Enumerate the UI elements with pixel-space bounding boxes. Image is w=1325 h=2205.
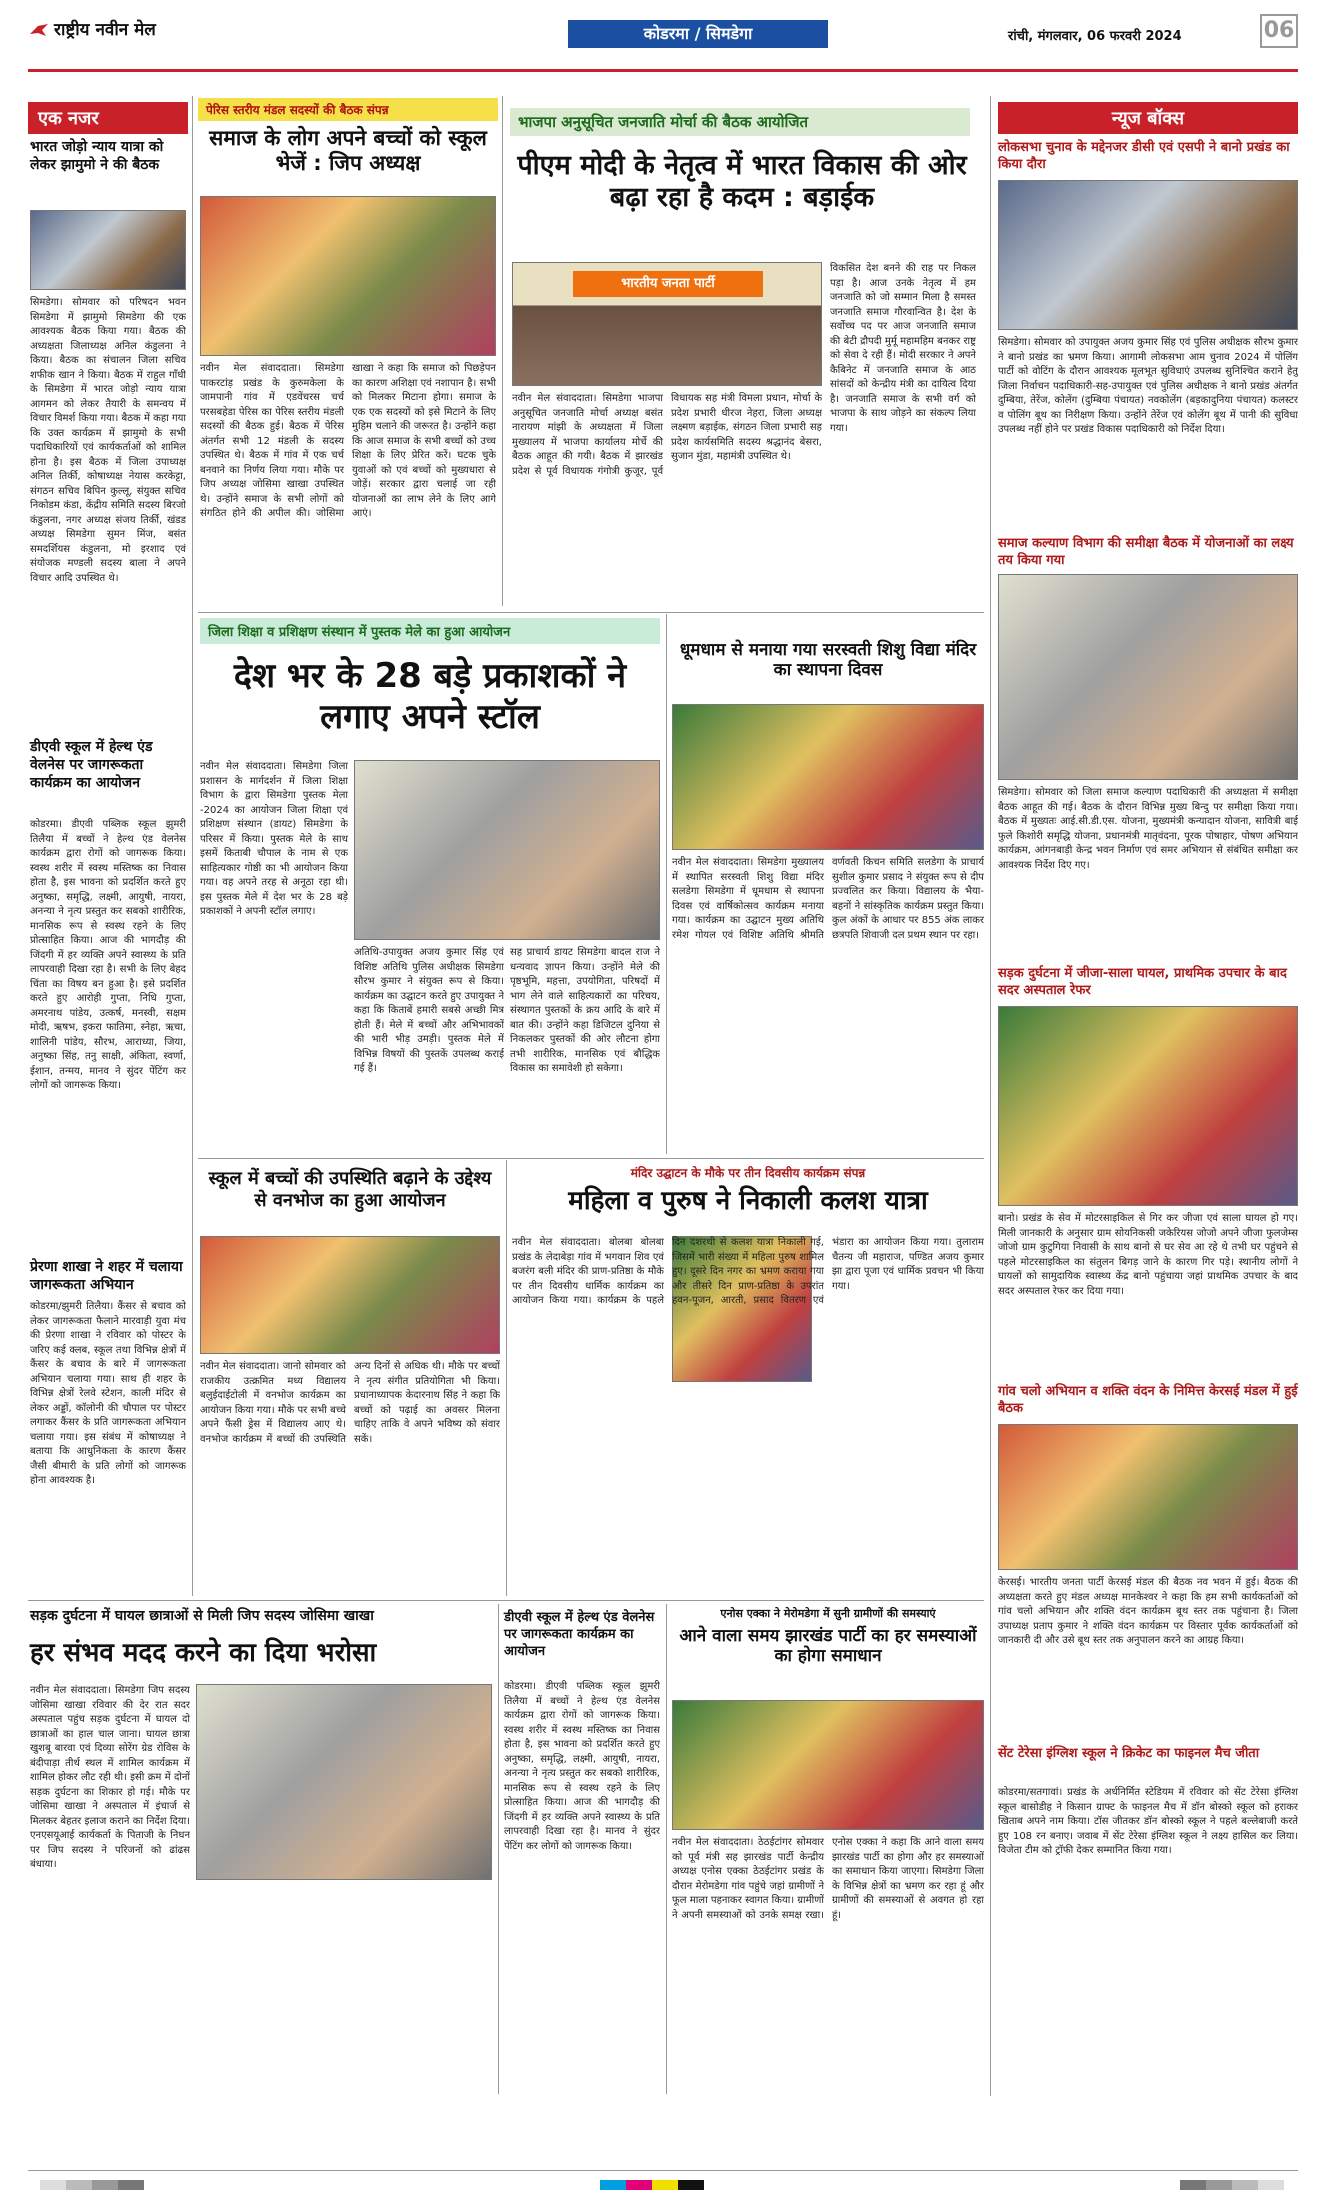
news-box-story2-photo (998, 574, 1298, 780)
news-box-story4-photo (998, 1424, 1298, 1570)
book-fair-text1: नवीन मेल संवाददाता। सिमडेगा जिला प्रशासन के मार्गदर्शन में जिला शिक्षा विभाग के द्वारा सिमडेगा पुस्तक मेला -2024 का आयोजन जिला शिक्षा एवं प्रशिक्षण संस्थान (डायट) सिमडेगा के परिसर में किया। पुस्तक मेले के साथ इसमें किताबी चौपाल के नाम से एक साहित्यकार गोष्ठी का भी आयोजन किया गया। वह अपने तरह से अनूठा रहा थी। इस पुस्तक मेले में देश भर के 28 बड़े प्रकाशकों ने अपनी स्टॉल लगाए। (200, 761, 348, 917)
vanbhoj-text: नवीन मेल संवाददाता। जानो सोमवार को राजकीय उत्क्रमित मध्य विद्यालय बलुईदाईटोली में वनभोज कार्यक्रम का आयोजन किया गया। मौके पर सभी बच्चे अपने फैंसी ड्रेस में विद्यालय आए थे। वनभोज कार्यक्रम में बच्चों की उपस्थिति अन्य दिनों से अधिक थी। मौके पर बच्चों ने नृत्य संगीत प्रतियोगिता भी किया। प्रधानाध्यापक केदारनाथ सिंह ने कहा कि बच्चों को पढ़ाई का अवसर मिलना चाहिए ताकि वे अपने भविष्य को संवार सकें। (200, 1361, 500, 1445)
masthead (28, 14, 1298, 72)
left-story1-text: सिमडेगा। सोमवार को परिषदन भवन सिमडेगा में झामुमो सिमडेगा की एक आवश्यक बैठक किया गया। बैठक की अध्यक्षता जिलाध्यक्ष अनिल कंडुलना ने किया। बैठक का संचालन जिला सचिव शफीक खान ने किया। बैठक में राहुल गाँधी के सिमडेगा में भारत जोड़ो न्याय यात्रा आगमन को लेकर तैयारी के समन्वय में विचार विमर्श किया गया। बैठक में कहा गया कि उक्त कार्यक्रम में झामुमो के सभी पदाधिकारियों एवं कार्यकर्ताओं को शामिल होना है। इस बैठक में जिला उपाध्यक्ष अनिल तिर्की, कोषाध्यक्ष नेयास करकेट्टा, संगठन सचिव बिपिन कुल्लू, संयुक्त सचिव निकोडम कंडा, केंद्रीय समिति सदस्य बिरजो कंडुलना, नगर अध्यक्ष संजय तिर्की, खंडड अध्यक्ष सिमडेगा सुमन मिंज, बसंत समदर्शियस कंडुलना, मो इरशाद एवं संयोजक मण्डली सदस्य बाला ने अपने विचार आदि उपस्थित थे। (30, 297, 186, 584)
dav2-text: कोडरमा। डीएवी पब्लिक स्कूल झुमरी तिलैया में बच्चों ने हेल्थ एंड वेलनेस कार्यक्रम द्वारा रोगों को जागरूक किया। स्वस्थ शरीर में स्वस्थ मस्तिष्क का निवास होता है, इस भावना को प्रदर्शित करते हुए अनुष्का, समृद्धि, लक्ष्मी, आयुषी, नायरा, अनन्या ने नृत्य प्रस्तुत कर सबको शारीरिक, मानसिक रूप से स्वस्थ रहने के लिए प्रोत्साहित किया। आज की भागदौड़ की जिंदगी में हर व्यक्ति अपने स्वास्थ्य के प्रति लापरवाही दिखा रहा है। मानव ने सुंदर पेंटिंग कर लोगों को जागरूक किया। (504, 1681, 660, 1852)
left-story3-title: प्रेरणा शाखा ने शहर में चलाया जागरूकता अभियान (30, 1259, 183, 1294)
news-box-story3-title: सड़क दुर्घटना में जीजा-साला घायल, प्राथमिक उपचार के बाद सदर अस्पताल रेफर (998, 966, 1287, 998)
print-color-bar-center (600, 2180, 704, 2190)
kalash-text: नवीन मेल संवाददाता। बोलबा बोलबा प्रखंड के लेदाबेड़ा गांव में भगवान शिव एवं बजरंग बली मंदिर की प्राण-प्रतिष्ठा के मौके पर तीन दिवसीय धार्मिक कार्यक्रम का आयोजन किया गया। कार्यक्रम के पहले दिन दशरथी से कलश यात्रा निकाली गई, जिसमें भारी संख्या में महिला पुरुष शामिल हुए। दूसरे दिन नगर का भ्रमण कराया गया और तीसरे दिन प्राण-प्रतिष्ठा के उपरांत हवन-पूजन, आरती, प्रसाद वितरण एवं भंडारा का आयोजन किया गया। तुलाराम चैतन्य जी महाराज, पण्डित अजय कुमार झा द्वारा पूजा एवं धार्मिक प्रवचन भी किया गया। (512, 1237, 984, 1306)
color-swatch-yellow (652, 2180, 678, 2190)
news-box-story1-photo (998, 180, 1298, 330)
color-swatch (92, 2180, 118, 2190)
left-story1-photo (30, 210, 186, 290)
print-color-bar-right (1180, 2180, 1284, 2190)
color-swatch-cyan (600, 2180, 626, 2190)
news-box-story4-text: केरसई। भारतीय जनता पार्टी केरसई मंडल की बैठक नव भवन में हुई। बैठक की अध्यक्षता करते हुए मंडल अध्यक्ष मानकेश्वर ने कहा कि हम सभी कार्यकर्ताओं को गांव चलो अभियान और शक्ति वंदन कार्यक्रम बूथ स्तर तक पहुंचाना है। जिला उपाध्यक्ष प्रताप कुमार ने शक्ति वंदन कार्यक्रम पर विस्तार पूर्वक कार्यकर्ताओं को जानकारी दी और उसे बूथ स्तर तक अनुपालन करने का आग्रह किया। (998, 1577, 1298, 1646)
color-swatch (40, 2180, 66, 2190)
dav2-title: डीएवी स्कूल में हेल्थ एंड वेलनेस पर जागरूकता कार्यक्रम का आयोजन (504, 1610, 655, 1659)
top-center-text1: नवीन मेल संवाददाता। सिमडेगा भाजपा अनुसूचित जनजाति मोर्चा अध्यक्ष बसंत नारायण मांझी के अध्यक्षता में जिला मुख्यालय में भाजपा कार्यालय मोर्चे की बैठक आहूत की गयी। बैठक में झारखंड प्रदेश से पूर्व विधायक गंगोत्री कुजूर, पूर्व विधायक सह मंत्री विमला प्रधान, मोर्चा के प्रदेश प्रभारी धीरज नेहरा, जिला अध्यक्ष लक्ष्मण बड़ाईक, संगठन जिला प्रभारी सह प्रदेश कार्यसमिति सदस्य श्रद्धानंद बेसरा, सुजान मुंडा, महामंत्री उपस्थित थे। (512, 393, 822, 477)
kalash-kicker: मंदिर उद्घाटन के मौके पर तीन दिवसीय कार्यक्रम संपन्न (630, 1166, 866, 1180)
vanbhoj-photo (200, 1236, 500, 1354)
color-swatch (66, 2180, 92, 2190)
news-box-story5-text: कोडरमा/सतगावां। प्रखंड के अर्धनिर्मित स्टेडियम में रविवार को सेंट टेरेसा इंग्लिश स्कूल बासोडीह ने किसान ग्राफ्ट के फाइनल मैच में डॉन बोस्को स्कूल को हराकर खिताब अपने नाम किया। टॉस जीतकर डॉन बोस्को स्कूल ने पहले बल्लेबाजी करते हुए 108 रन बनाए। जवाब में सेंट टेरेसा इंग्लिश स्कूल ने लक्ष्य हासिल कर लिया। विजेता टीम को ट्रॉफी देकर सम्मानित किया गया। (998, 1787, 1298, 1856)
top-mid-text: नवीन मेल संवाददाता। सिमडेगा पाकरटांड़ प्रखंड के कुरुमकेला के जामपानी गांव में एडवेंचरस चर्च परसबहेडा पेरिस का पेरिस स्तरीय मंडली सदस्यों की बैठक हुई। बैठक में पेरिस अंतर्गत सभी 12 मंडली के सदस्य उपस्थित थे। बैठक में गांव में एक चर्च बनवाने का निर्णय लिया गया। मौके पर जिप अध्यक्ष जोसिमा खाखा उपस्थित थे। उन्होंने समाज के सभी लोगों को संगठित होने की अपील की। जोसिमा खाखा ने कहा कि समाज को पिछड़ेपन का कारण अशिक्षा एवं नशापान है। सभी को मिलकर मिटाना होगा। समाज के एक एक सदस्यों को इसे मिटाने के लिए मुहिम चलाने की जरूरत है। उन्होंने कहा कि आज समाज के सभी बच्चों को उच्च शिक्षा के लिए प्रेरित करें। घटक चुके युवाओं को एवं बच्चों को मुख्यधारा से जोड़ें। सरकार द्वारा चलाई जा रही योजनाओं का लाभ लेने के लिए आगे आएं। (200, 363, 496, 519)
left-story2-title: डीएवी स्कूल में हेल्थ एंड वेलनेस पर जागरूकता कार्यक्रम का आयोजन (30, 739, 153, 792)
bjp-banner: भारतीय जनता पार्टी (573, 271, 763, 297)
top-center-text2: विकसित देश बनने की राह पर निकल पड़ा है। आज उनके नेतृत्व में हम जनजाति को जो सम्मान मिला है समस्त जनजाति समाज गौरवान्वित है। देश के सर्वोच्च पद पर आज जनजाति समाज की बेटी द्रौपदी मुर्मू महामहिम बनकर राष्ट्र को सेवा दे रही हैं। मोदी सरकार ने अपने कैबिनेट में जनजाति समाज के आठ सांसदों को केन्द्रीय मंत्री का दायित्व दिया है। जनजाति समाज के सभी वर्ग को भाजपा के साथ जोड़ने का संकल्प लिया गया। (830, 263, 976, 434)
top-mid-title: समाज के लोग अपने बच्चों को स्कूल भेजें : जिप अध्यक्ष (209, 126, 487, 176)
section-title: कोडरमा / सिमडेगा (568, 20, 828, 48)
news-box-story1-text: सिमडेगा। सोमवार को उपायुक्त अजय कुमार सिंह एवं पुलिस अधीक्षक सौरभ कुमार ने बानो प्रखंड का भ्रमण किया। आगामी लोकसभा आम चुनाव 2024 में पोलिंग पार्टी को वोटिंग के दौरान आवश्यक मूलभूत सुविधाएं उपलब्ध सुनिश्चित कराने हेतु जिला निर्वाचन पदाधिकारी-सह-उपायुक्त एवं पुलिस अधीक्षक ने बानो प्रखंड अंतर्गत दुम्बिया, तेरेंज, कोलेंग (दुम्बिया पंचायत) नवकोलेंग (बड़कादुनिया पंचायत) कलस्टर व पोलिंग बूथ का निरीक्षण किया। उन्होंने तेरेंज एवं कोलेंग बूथ में पानी की सुविधा उपलब्ध नहीं होने पर प्रखंड विकास पदाधिकारी को निर्देश दिया। (998, 337, 1298, 435)
print-color-bar-left (40, 2180, 144, 2190)
saraswati-title: धूमधाम से मनाया गया सरस्वती शिशु विद्या मंदिर का स्थापना दिवस (679, 640, 977, 681)
top-center-kicker: भाजपा अनुसूचित जनजाति मोर्चा की बैठक आयोजित (510, 108, 970, 136)
top-mid-photo (200, 196, 496, 356)
news-box-story3-photo (998, 1006, 1298, 1206)
accident-kicker: सड़क दुर्घटना में घायल छात्राओं से मिली जिप सदस्य जोसिमा खाखा (30, 1608, 374, 1624)
top-mid-kicker: पेरिस स्तरीय मंडल सदस्यों की बैठक संपन्न (198, 98, 498, 121)
page-number: 06 (1260, 14, 1298, 48)
news-box-story2-text: सिमडेगा। सोमवार को जिला समाज कल्याण पदाधिकारी की अध्यक्षता में समीक्षा बैठक आहूत की गई। बैठक के दौरान विभिन्न मुख्य बिन्दु पर समीक्षा किया गया। बैठक में मुख्यतः आई.सी.डी.एस. योजना, मुख्यमंत्री कन्यादान योजना, सावित्री बाई फुले किशोरी समृद्धि योजना, प्रधानमंत्री मातृवंदना, पूरक पोषाहार, पोषण अभियान कार्यक्रम, आंगनबाड़ी केन्द्र भवन निर्माण एवं समर अभियान से संबंधित समीक्षा कर आवश्यक निर्देश दिए गए। (998, 787, 1298, 871)
footer-rule (28, 2170, 1298, 2171)
left-story3-text: कोडरमा/झुमरी तिलैया। कैंसर से बचाव को लेकर जागरूकता फैलाने मारवाड़ी युवा मंच की प्रेरणा शाखा ने रविवार को पोस्टर के जरिए कई क्लब, स्कूल तथा विभिन्न क्षेत्रों में कैंसर के बचाव के बारे में जागरूकता अभियान चलाया गया। साथ ही शहर के विभिन्न क्षेत्रों रेलवे स्टेशन, काली मंदिर से लेकर अड्डों, कॉलोनी की चौपाल पर पोस्टर लगाकर कैंसर के प्रति जागरूकता अभियान चलाया गया। इस संबंध में कोषाध्यक्ष ने बताया कि आधुनिकता के कारण कैंसर जैसी बीमारी के प्रति लोगों को जागरूक होना आवश्यक है। (30, 1301, 186, 1486)
book-fair-text2: अतिथि-उपायुक्त अजय कुमार सिंह एवं विशिष्ट अतिथि पुलिस अधीक्षक सिमडेगा सौरभ कुमार ने संयुक्त रूप से किया। कार्यक्रम का उद्घाटन करते हुए उपायुक्त ने कहा कि किताबें हमारी सबसे अच्छी मित्र होती हैं। मेले में बच्चों और अभिभावकों की भारी भीड़ उमड़ी। पुस्तक मेले में विभिन्न विषयों की पुस्तकें उपलब्ध कराई गई हैं। (354, 947, 504, 1074)
logo-bird-icon (28, 20, 50, 42)
news-box-story2-title: समाज कल्याण विभाग की समीक्षा बैठक में योजनाओं का लक्ष्य तय किया गया (998, 536, 1294, 568)
color-swatch (1232, 2180, 1258, 2190)
color-swatch (118, 2180, 144, 2190)
col-divider (192, 96, 193, 1596)
left-story1-title: भारत जोड़ो न्याय यात्रा को लेकर झामुमो ने की बैठक (30, 139, 164, 174)
color-swatch (1206, 2180, 1232, 2190)
accident-text: नवीन मेल संवाददाता। सिमडेगा जिप सदस्य जोसिमा खाखा रविवार की देर रात सदर अस्पताल पहुंच सड़क दुर्घटना में घायल दो छात्राओं का हाल चाल जाना। घायल छात्रा खुशबू बारवा एवं दिव्या सोरेंग ग्रेड रोविस के बंदीपाड़ा तीर्थ स्थल में शामिल कार्यक्रम में शामिल होकर लौट रही थी। इसी क्रम में दोनों सड़क दुर्घटना का शिकार हो गई। मौके पर जोसिमा खाखा ने अस्पताल में इंचार्ज से मिलकर बेहतर इलाज कराने का निर्देश दिया। एनएसयूआई कार्यकर्ता के पिताजी के निधन पर जिप सदस्य ने परिजनों को ढांढस बंधाया। (30, 1685, 190, 1870)
paper-name: राष्ट्रीय नवीन मेल (54, 20, 156, 40)
accident-title: हर संभव मदद करने का दिया भरोसा (30, 1638, 377, 1668)
saraswati-text: नवीन मेल संवाददाता। सिमडेगा मुख्यालय में स्थापित सरस्वती शिशु विद्या मंदिर सलडेगा सिमडेगा में धूमधाम से स्थापना दिवस एवं वार्षिकोत्सव कार्यक्रम मनाया गया। कार्यक्रम का उद्घाटन मुख्य अतिथि रमेश गोयल एवं विशिष्ट अतिथि श्रीमति वर्णवती किचन समिति सलडेगा के प्राचार्य सुशील कुमार प्रसाद ने संयुक्त रूप से दीप प्रज्वलित कर किया। विद्यालय के भैया-बहनों ने सांस्कृतिक कार्यक्रम प्रस्तुत किया। कुल अंकों के आधार पर 855 अंक लाकर छत्रपति शिवाजी दल प्रथम स्थान पर रहा। (672, 857, 984, 941)
news-box-head: न्यूज बॉक्स (998, 102, 1298, 134)
jmm-title: आने वाला समय झारखंड पार्टी का हर समस्याओं का होगा समाधान (679, 1626, 977, 1667)
color-swatch-magenta (626, 2180, 652, 2190)
book-fair-kicker: जिला शिक्षा व प्रशिक्षण संस्थान में पुस्तक मेले का हुआ आयोजन (200, 618, 660, 644)
left-story2-text: कोडरमा। डीएवी पब्लिक स्कूल झुमरी तिलैया में बच्चों ने हेल्थ एंड वेलनेस कार्यक्रम द्वारा रोगों को जागरूक किया। स्वस्थ शरीर में स्वस्थ मस्तिष्क का निवास होता है, इस भावना को प्रदर्शित करते हुए अनुष्का, समृद्धि, लक्ष्मी, आयुषी, नायरा, अनन्या ने नृत्य प्रस्तुत कर सबको शारीरिक, मानसिक रूप से स्वस्थ रहने के लिए प्रोत्साहित किया। आज की भागदौड़ की जिंदगी में हर व्यक्ति अपने स्वास्थ्य के प्रति लापरवाही दिखा रहा है। सभी के लिए बेहद चिंता का विषय बन हुआ है। इसे प्रदर्शित करते हुए आरोही गुप्ता, निधि गुप्ता, अमरनाथ पांडेय, उत्कर्ष, मनस्वी, सक्षम मोदी, ऋषभ, इकरा फातिमा, स्नेहा, ऋचा, शालिनी पांडेय, सौरभ, आराध्या, जिया, अनुष्का सिंह, तनु साक्षी, अंकिता, स्वर्णा, ईशान, तन्मय, मानव ने सुंदर पेंटिंग कर लोगों को जागरूक किया। (30, 819, 186, 1091)
jmm-text: नवीन मेल संवाददाता। ठेठईटांगर सोमवार को पूर्व मंत्री सह झारखंड पार्टी केन्द्रीय अध्यक्ष एनोस एक्का ठेठईटांगर प्रखंड के दौरान मेरोमडेगा गांव पहुंचे जहां ग्रामीणों ने फूल माला पहनाकर स्वागत किया। ग्रामीणों ने अपनी समस्याओं को उनके समक्ष रखा। एनोस एक्का ने कहा कि आने वाला समय झारखंड पार्टी का होगा और हर समस्याओं का समाधान किया जाएगा। सिमडेगा जिला के विभिन्न क्षेत्रों का भ्रमण कर रहा हूं और ग्रामीणों की समस्याओं से अवगत हो रहा हूं। (672, 1837, 984, 1921)
news-box-story3-text: बानो। प्रखंड के सेव में मोटरसाइकिल से गिर कर जीजा एवं साला घायल हो गए। मिली जानकारी के अनुसार ग्राम सोयनिकसी जकेरियस जोजो अपने जीजा फुलजेम्स जोजो ग्राम कुटुगिया निवासी के साथ बानो से घर सेव आ रहे थे तभी घर पहुंचने से पहले मोटरसाइकिल का संतुलन बिगड़ जाने के कारण गिर पड़े। स्थानीय लोगों ने घायलों को सामुदायिक स्वास्थ्य केंद्र बानो पहुंचाया जहां प्राथमिक उपचार के बाद सदर अस्पताल रेफर कर दिया गया। (998, 1213, 1298, 1297)
top-center-photo (512, 262, 822, 386)
book-fair-title: देश भर के 28 बड़े प्रकाशकों ने लगाए अपने स्टॉल (233, 656, 627, 737)
news-box-story4-title: गांव चलो अभियान व शक्ति वंदन के निमित्त केरसई मंडल में हुई बैठक (998, 1384, 1298, 1416)
ek-nazar-head: एक नजर (28, 102, 188, 134)
top-center-title: पीएम मोदी के नेतृत्व में भारत विकास की ओर बढ़ा रहा है कदम : बड़ाईक (517, 150, 967, 214)
color-swatch-black (678, 2180, 704, 2190)
accident-photo (196, 1684, 492, 1880)
news-box-story1-title: लोकसभा चुनाव के मद्देनजर डीसी एवं एसपी ने बानो प्रखंड का किया दौरा (998, 140, 1290, 172)
color-swatch (1258, 2180, 1284, 2190)
vanbhoj-title: स्कूल में बच्चों की उपस्थिति बढ़ाने के उद्देश्य से वनभोज का हुआ आयोजन (208, 1168, 492, 1211)
dateline: रांची, मंगलवार, 06 फरवरी 2024 (1008, 29, 1182, 44)
news-box-story5-title: सेंट टेरेसा इंग्लिश स्कूल ने क्रिकेट का फाइनल मैच जीता (998, 1746, 1260, 1761)
kalash-title: महिला व पुरुष ने निकाली कलश यात्रा (568, 1186, 928, 1216)
jmm-kicker: एनोस एक्का ने मेरोमडेगा में सुनी ग्रामीणों की समस्याएं (720, 1607, 936, 1620)
jmm-photo (672, 1700, 984, 1830)
saraswati-photo (672, 704, 984, 850)
color-swatch (1180, 2180, 1206, 2190)
book-fair-text3: सह प्राचार्य डायट सिमडेगा बादल राज ने धन्यवाद ज्ञापन किया। उन्होंने मेले की पृष्ठभूमि, महत्ता, उपयोगिता, परिषदों में भाग लेने वाले साहित्यकारों का परिचय, संस्थागत पुस्तकों के क्रय आदि के बारे में बात की। उन्होंने कहा डिजिटल दुनिया से निकलकर पुस्तकों की ओर लौटना होगा तभी शारीरिक, मानसिक एवं बौद्धिक विकास का समावेशी हो सकेगा। (510, 947, 660, 1074)
book-fair-photo (354, 760, 660, 940)
